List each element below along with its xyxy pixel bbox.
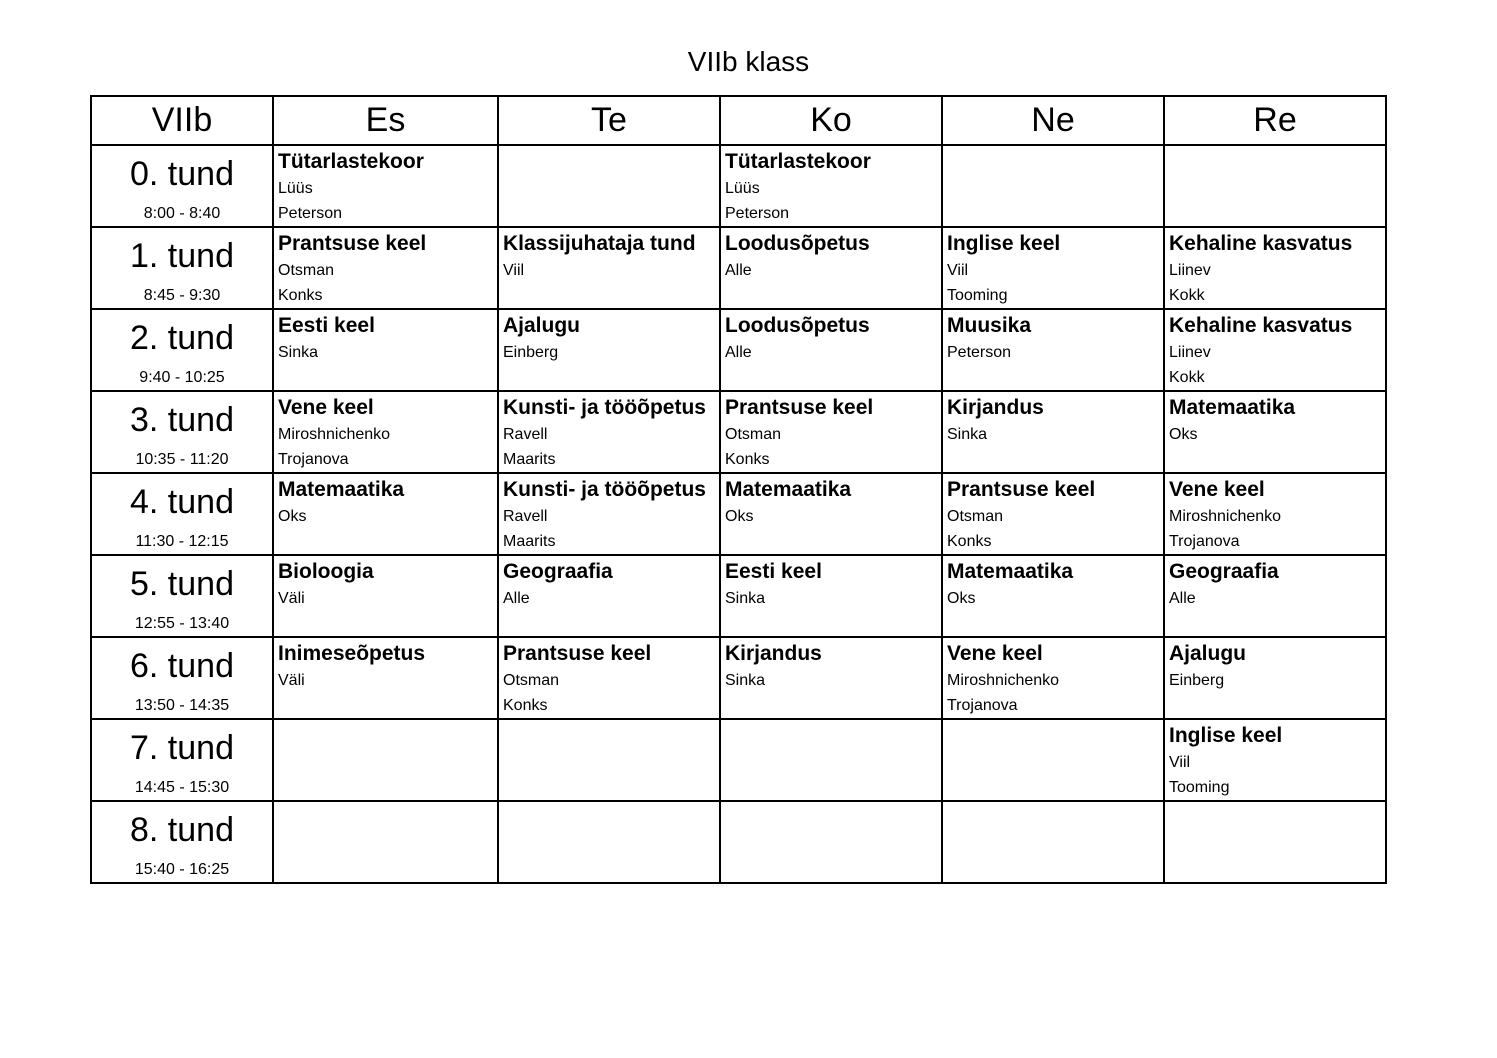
period-label: 0. tund [130, 155, 234, 193]
teacher-name: Peterson [278, 205, 343, 222]
teacher-name: Liinev [1169, 344, 1211, 361]
lesson-cell [720, 145, 942, 227]
teacher-name: Väli [278, 590, 305, 607]
table-row [91, 473, 1386, 555]
teacher-name: Peterson [725, 205, 790, 222]
lesson-cell [273, 391, 498, 473]
subject-name: Muusika [947, 314, 1032, 337]
header-row [91, 96, 1386, 145]
teacher-name: Einberg [1169, 672, 1225, 689]
subject-name: Eesti keel [725, 560, 822, 583]
subject-name: Vene keel [947, 642, 1043, 665]
subject-name: Bioloogia [278, 560, 374, 583]
lesson-cell [273, 227, 498, 309]
lesson-cell [498, 637, 720, 719]
lesson-cell [942, 719, 1164, 801]
lesson-cell [498, 473, 720, 555]
subject-name: Tütarlastekoor [725, 150, 871, 173]
period-label: 4. tund [130, 483, 234, 521]
subject-name: Inimeseõpetus [278, 642, 426, 665]
lesson-cell [498, 227, 720, 309]
page-title: VIIb klass [687, 46, 810, 77]
period-time: 14:45 - 15:30 [134, 779, 230, 796]
teacher-name: Peterson [947, 344, 1012, 361]
period-time: 9:40 - 10:25 [139, 369, 225, 386]
period-time: 10:35 - 11:20 [135, 451, 229, 468]
lesson-cell [1164, 555, 1386, 637]
lesson-cell [942, 801, 1164, 883]
subject-name: Geograafia [503, 560, 613, 583]
lesson-cell [720, 391, 942, 473]
period-cell [91, 555, 273, 637]
lesson-cell [720, 473, 942, 555]
teacher-name: Miroshnichenko [947, 672, 1060, 689]
table-row [91, 719, 1386, 801]
teacher-name: Liinev [1169, 262, 1211, 279]
lesson-cell [273, 309, 498, 391]
teacher-name: Oks [278, 508, 307, 525]
lesson-cell [720, 309, 942, 391]
day-header: Te [498, 96, 720, 145]
subject-name: Matemaatika [1169, 396, 1296, 419]
timetable-body [91, 145, 1386, 883]
teacher-name: Trojanova [278, 451, 349, 468]
teacher-name: Viil [947, 262, 969, 279]
lesson-cell [720, 227, 942, 309]
period-time: 15:40 - 16:25 [134, 861, 230, 878]
table-row [91, 801, 1386, 883]
period-cell [91, 145, 273, 227]
lesson-cell [273, 555, 498, 637]
lesson-cell [1164, 473, 1386, 555]
subject-name: Tütarlastekoor [278, 150, 424, 173]
table-row [91, 145, 1386, 227]
period-cell [91, 227, 273, 309]
teacher-name: Viil [1169, 754, 1191, 771]
teacher-name: Ravell [503, 508, 548, 525]
teacher-name: Maarits [503, 533, 556, 550]
lesson-cell [273, 801, 498, 883]
lesson-cell [942, 309, 1164, 391]
period-label: 7. tund [130, 729, 234, 767]
subject-name: Kunsti- ja tööõpetus [503, 478, 706, 501]
period-label: 2. tund [130, 319, 234, 357]
teacher-name: Sinka [278, 344, 319, 361]
teacher-name: Alle [1169, 590, 1196, 607]
period-time: 12:55 - 13:40 [134, 615, 230, 632]
teacher-name: Otsman [947, 508, 1004, 525]
teacher-name: Otsman [503, 672, 560, 689]
subject-name: Eesti keel [278, 314, 375, 337]
teacher-name: Alle [725, 344, 752, 361]
timetable [90, 95, 1387, 884]
table-row [91, 555, 1386, 637]
subject-name: Matemaatika [278, 478, 405, 501]
lesson-cell [498, 309, 720, 391]
lesson-cell [1164, 309, 1386, 391]
teacher-name: Konks [947, 533, 992, 550]
teacher-name: Miroshnichenko [1169, 508, 1282, 525]
teacher-name: Kokk [1169, 369, 1205, 386]
teacher-name: Miroshnichenko [278, 426, 391, 443]
subject-name: Matemaatika [947, 560, 1074, 583]
period-label: 8. tund [130, 811, 234, 849]
period-label: 6. tund [130, 647, 234, 685]
period-cell [91, 391, 273, 473]
lesson-cell [1164, 801, 1386, 883]
lesson-cell [942, 227, 1164, 309]
lesson-cell [1164, 145, 1386, 227]
lesson-cell [720, 801, 942, 883]
subject-name: Prantsuse keel [947, 478, 1096, 501]
day-header: Ne [942, 96, 1164, 145]
period-cell [91, 719, 273, 801]
teacher-name: Trojanova [947, 697, 1018, 714]
subject-name: Prantsuse keel [278, 232, 427, 255]
subject-name: Inglise keel [1169, 724, 1283, 747]
subject-name: Kirjandus [725, 642, 822, 665]
teacher-name: Konks [725, 451, 770, 468]
lesson-cell [273, 145, 498, 227]
teacher-name: Oks [725, 508, 754, 525]
teacher-name: Otsman [725, 426, 782, 443]
teacher-name: Sinka [947, 426, 988, 443]
period-cell [91, 801, 273, 883]
subject-name: Ajalugu [503, 314, 580, 337]
teacher-name: Sinka [725, 590, 766, 607]
teacher-name: Lüüs [278, 180, 313, 197]
teacher-name: Alle [503, 590, 530, 607]
teacher-name: Tooming [1169, 779, 1230, 796]
teacher-name: Einberg [503, 344, 559, 361]
lesson-cell [942, 145, 1164, 227]
lesson-cell [1164, 719, 1386, 801]
teacher-name: Sinka [725, 672, 766, 689]
subject-name: Kunsti- ja tööõpetus [503, 396, 706, 419]
teacher-name: Alle [725, 262, 752, 279]
lesson-cell [942, 637, 1164, 719]
table-row [91, 391, 1386, 473]
teacher-name: Konks [278, 287, 323, 304]
lesson-cell [273, 637, 498, 719]
subject-name: Prantsuse keel [725, 396, 874, 419]
table-row [91, 227, 1386, 309]
lesson-cell [498, 555, 720, 637]
teacher-name: Oks [947, 590, 976, 607]
period-time: 8:00 - 8:40 [143, 205, 221, 222]
lesson-cell [720, 637, 942, 719]
teacher-name: Viil [503, 262, 525, 279]
lesson-cell [942, 391, 1164, 473]
subject-name: Ajalugu [1169, 642, 1246, 665]
period-time: 8:45 - 9:30 [143, 287, 221, 304]
teacher-name: Oks [1169, 426, 1198, 443]
teacher-name: Konks [503, 697, 548, 714]
subject-name: Geograafia [1169, 560, 1279, 583]
lesson-cell [273, 473, 498, 555]
lesson-cell [498, 145, 720, 227]
table-row [91, 309, 1386, 391]
lesson-cell [720, 719, 942, 801]
lesson-cell [1164, 637, 1386, 719]
period-label: 5. tund [130, 565, 234, 603]
teacher-name: Ravell [503, 426, 548, 443]
lesson-cell [1164, 227, 1386, 309]
lesson-cell [1164, 391, 1386, 473]
table-row [91, 637, 1386, 719]
period-cell [91, 473, 273, 555]
subject-name: Kehaline kasvatus [1169, 232, 1353, 255]
lesson-cell [498, 801, 720, 883]
subject-name: Prantsuse keel [503, 642, 652, 665]
subject-name: Klassijuhataja tund [503, 232, 696, 255]
teacher-name: Trojanova [1169, 533, 1240, 550]
teacher-name: Maarits [503, 451, 556, 468]
teacher-name: Lüüs [725, 180, 760, 197]
period-cell [91, 309, 273, 391]
period-cell [91, 637, 273, 719]
teacher-name: Tooming [947, 287, 1008, 304]
teacher-name: Kokk [1169, 287, 1205, 304]
teacher-name: Väli [278, 672, 305, 689]
subject-name: Loodusõpetus [725, 232, 870, 255]
period-label: 3. tund [130, 401, 234, 439]
subject-name: Loodusõpetus [725, 314, 870, 337]
subject-name: Kehaline kasvatus [1169, 314, 1353, 337]
period-time: 11:30 - 12:15 [135, 533, 229, 550]
lesson-cell [942, 473, 1164, 555]
teacher-name: Otsman [278, 262, 335, 279]
day-header: Re [1164, 96, 1386, 145]
day-header: Ko [720, 96, 942, 145]
lesson-cell [498, 391, 720, 473]
lesson-cell [273, 719, 498, 801]
lesson-cell [942, 555, 1164, 637]
period-time: 13:50 - 14:35 [134, 697, 230, 714]
lesson-cell [498, 719, 720, 801]
subject-name: Vene keel [278, 396, 374, 419]
subject-name: Matemaatika [725, 478, 852, 501]
lesson-cell [720, 555, 942, 637]
subject-name: Vene keel [1169, 478, 1265, 501]
subject-name: Kirjandus [947, 396, 1044, 419]
subject-name: Inglise keel [947, 232, 1061, 255]
period-label: 1. tund [130, 237, 234, 275]
corner-header: VIIb [91, 96, 273, 145]
day-header: Es [273, 96, 498, 145]
